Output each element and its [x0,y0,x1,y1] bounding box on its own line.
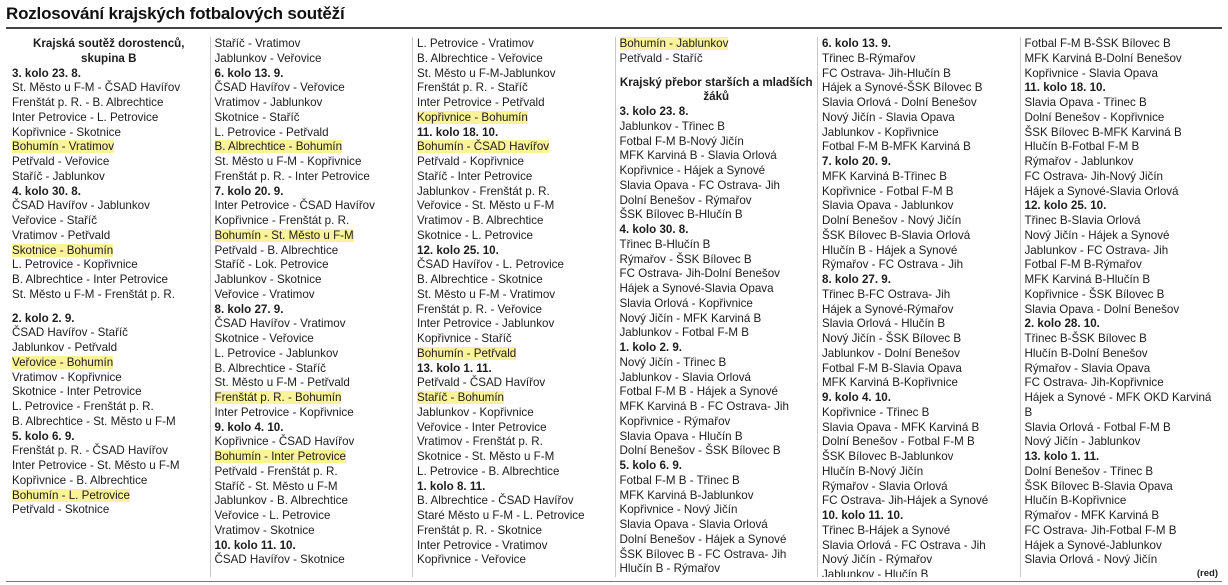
fixture: Vratimov - B. Albrechtice [417,214,544,227]
round-heading: 9. kolo 4. 10. [214,420,284,434]
fixture: Frenštát p. R. - B. Albrechtice [12,96,164,109]
fixture: Kopřivnice - Veřovice [417,553,526,567]
round-heading: 2. kolo 28. 10. [1024,317,1100,331]
fixture: ČSAD Havířov - Vratimov [214,317,346,331]
fixture: Jablunkov - Hlučín B [822,568,929,577]
round-heading: 8. kolo 27. 9. [822,273,891,286]
highlighted-match-text: Staříč - Bohumín [417,391,504,404]
round-heading: 4. kolo 30. 8. [619,223,689,236]
fixture: MFK Karviná B-Hlučín B [1024,273,1151,286]
fixture: B. Albrechtice - Staříč [214,361,326,375]
fixture: Slavia Orlová - FC Ostrava - Jih [822,538,986,552]
round-heading: 10. kolo 11. 10. [822,509,904,522]
schedule-column [210,37,413,577]
highlighted-match-text: B. Albrechtice - Bohumín [214,140,343,154]
fixture: Petřvald - Veřovice [12,155,110,168]
fixture: Kopřivnice - Hájek a Synové [619,164,766,177]
highlighted-match-text: Frenštát p. R. - Bohumín [214,391,342,404]
fixture: Inter Petrovice - Vratimov [417,538,548,552]
fixture: Slavia Opava - MFK Karviná B [822,420,980,434]
highlighted-match-text: Veřovice - Bohumín [12,355,114,369]
fixture-highlighted [12,244,206,259]
fixture: Kopřivnice - Staříč [417,332,512,345]
round-heading: 6. kolo 13. 9. [214,66,284,80]
fixture-highlighted [215,229,409,244]
fixture: Hájek a Synové-Jablunkov [1024,538,1162,552]
schedule-column [615,37,818,577]
fixture: Nový Jičín - Hájek a Synové [1024,228,1170,242]
fixture: Vratimov - Kopřivnice [12,370,122,384]
fixture: ČSAD Havířov - Jablunkov [12,199,150,213]
fixture: Staříč - Lok. Petrovice [214,258,329,272]
fixture: Rýmařov - Slavia Opava [1024,361,1151,375]
fixture: Vratimov - Skotnice [214,523,315,537]
fixture: Inter Petrovice - Kopřivnice [214,405,354,419]
fixture: Rýmařov - MFK Karviná B [1024,509,1160,522]
fixture: Nový Jičín - Třinec B [619,355,727,369]
fixture: Petřvald - ČSAD Havířov [417,376,546,390]
fixture: Slavia Opava - Dolní Benešov [1024,302,1180,316]
fixture-highlighted [417,391,611,406]
fixture: ŠSK Bílovec B-Hlučín B [619,208,743,222]
fixture: B. Albrechtice - Inter Petrovice [12,273,168,286]
fixture: L. Petrovice - Vratimov [417,37,534,50]
author-credit: (red) [1196,568,1218,579]
fixture: ŠSK Bílovec B-Slavia Opava [1024,479,1173,493]
fixture: Jablunkov - Skotnice [214,273,322,286]
fixture: MFK Karviná B-Kopřivnice [822,376,958,390]
fixture: Hájek a Synové-Slavia Opava [619,282,774,295]
round-heading: 7. kolo 20. 9. [822,155,891,168]
fixture: Kopřivnice - Rýmařov [619,414,731,428]
fixture: Kopřivnice - Fotbal F-M B [822,184,954,198]
fixture: FC Ostrava- Jih-Dolní Benešov [619,267,780,281]
fixture: FC Ostrava- Jih-Hájek a Synové [822,494,989,508]
fixture: Veřovice - Vratimov [214,287,315,301]
fixture: Dolní Benešov - Nový Jičín [822,214,962,227]
fixture-highlighted [417,111,611,126]
fixture: Kopřivnice - Frenštát p. R. [214,214,350,227]
round-heading: 5. kolo 6. 9. [619,459,683,472]
fixture-highlighted [215,450,409,465]
fixture: Slavia Opava - FC Ostrava- Jih [619,178,780,192]
fixture: B. Albrechtice - St. Město u F-M [12,414,176,428]
highlighted-match-text: Bohumín - Petřvald [417,346,517,360]
fixture: Frenštát p. R. - Skotnice [417,523,543,537]
fixture: Slavia Orlová - Fotbal F-M B [1024,420,1171,434]
fixture: Rýmařov - Slavia Orlová [822,479,948,493]
fixture: Petřvald - Skotnice [12,503,110,517]
round-heading: 6. kolo 13. 9. [822,37,891,50]
fixture: ŠSK Bílovec B-Jablunkov [822,450,954,463]
fixture: Skotnice - Veřovice [214,332,314,345]
fixture: ŠSK Bílovec B-MFK Karviná B [1024,125,1182,139]
fixture: Slavia Orlová - Kopřivnice [619,296,753,310]
fixture: Petřvald - Frenštát p. R. [214,464,338,478]
highlighted-match-text: Bohumín - Jablunkov [619,37,729,50]
page-title: Rozlosování krajských fotbalových soutěží [6,4,345,23]
round-heading: 3. kolo 23. 8. [12,66,81,80]
fixture: FC Ostrava- Jih-Hlučín B [822,66,951,80]
fixture: Slavia Orlová - Nový Jičín [1024,553,1158,567]
highlighted-match-text: Bohumín - ČSAD Havířov [417,140,550,154]
round-heading: 11. kolo 18. 10. [1024,81,1106,95]
fixture: Veřovice - Staříč [12,214,98,227]
fixture: ČSAD Havířov - Skotnice [214,553,345,567]
spacer [620,67,814,76]
fixture: Inter Petrovice - Petřvald [417,96,545,109]
fixture: Třinec B-ŠSK Bílovec B [1024,332,1147,345]
fixture: Staříč - St. Město u F-M [214,479,338,493]
fixture: Třinec B-FC Ostrava- Jih [822,287,951,301]
fixture: Fotbal F-M B-MFK Karviná B [822,140,971,154]
fixture: Jablunkov - Kopřivnice [417,405,534,419]
fixture: Petřvald - Kopřivnice [417,155,524,168]
round-heading: 8. kolo 27. 9. [214,302,284,316]
fixture: Vratimov - Frenštát p. R. [417,435,543,449]
fixture: Veřovice - Inter Petrovice [417,420,547,434]
fixture: Jablunkov - Fotbal F-M B [619,326,750,340]
schedule-column [817,37,1020,577]
fixture-highlighted [417,140,611,155]
fixture: MFK Karviná B-Dolní Benešov [1024,51,1182,65]
fixture: Slavia Opava - Hlučín B [619,429,743,443]
fixture: FC Ostrava- Jih-Nový Jičín [1024,169,1164,183]
schedule-column [8,37,210,577]
fixture-highlighted [12,489,206,504]
fixture: Inter Petrovice - Jablunkov [417,317,555,331]
fixture: Dolní Benešov - Rýmařov [619,193,752,207]
highlighted-match-text: Skotnice - Bohumín [12,243,114,257]
fixture: MFK Karviná B - FC Ostrava- Jih [619,400,789,413]
fixture: Staříč - Vratimov [214,37,301,50]
fixture: Jablunkov - Frenštát p. R. [417,184,550,198]
fixture: Jablunkov - Slavia Orlová [619,370,751,384]
fixture-highlighted [215,140,409,155]
fixture: Kopřivnice - Třinec B [822,405,930,419]
fixture: Jablunkov - B. Albrechtice [214,494,348,508]
fixture: MFK Karviná B-Jablunkov [619,488,754,502]
fixture: Dolní Benešov - Hájek a Synové [619,532,787,546]
fixture: Skotnice - St. Město u F-M [417,450,555,463]
round-heading: 13. kolo 1. 11. [417,361,492,375]
fixture: Jablunkov - Petřvald [12,341,118,354]
fixture: Veřovice - L. Petrovice [214,509,331,522]
fixture: FC Ostrava- Jih-Fotbal F-M B [1024,523,1177,537]
fixture: Frenštát p. R. - Veřovice [417,302,543,316]
fixture: Fotbal F-M B-Rýmařov [1024,258,1142,272]
fixture: Fotbal F-M B-Slavia Opava [822,361,962,375]
fixture: ČSAD Havířov - Veřovice [214,81,345,95]
round-heading: 5. kolo 6. 9. [12,429,75,443]
fixture: Fotbal F-M B - Třinec B [619,473,740,487]
highlighted-match-text: Kopřivnice - Bohumín [417,110,528,124]
fixture: Kopřivnice - Skotnice [12,125,121,139]
fixture: Inter Petrovice - L. Petrovice [12,110,159,124]
fixture: L. Petrovice - Petřvald [214,125,329,139]
fixture: Vratimov - Jablunkov [214,96,323,109]
schedule-column [1020,37,1223,577]
round-heading: 7. kolo 20. 9. [214,184,284,198]
fixture: Kopřivnice - Nový Jičín [619,503,738,517]
fixture: B. Albrechtice - ČSAD Havířov [417,494,574,508]
fixture: Frenštát p. R. - ČSAD Havířov [12,444,168,458]
fixture: Slavia Opava - Třinec B [1024,96,1147,109]
fixture: Hlučín B-Nový Jičín [822,464,924,478]
fixture: Hájek a Synové - MFK OKD Karviná B [1024,391,1212,419]
fixture: Hájek a Synové-ŠSK Bílovec B [822,81,983,95]
fixture: Nový Jičín - ŠSK Bílovec B [822,332,962,345]
fixture: ČSAD Havířov - Staříč [12,326,128,340]
fixture: St. Město u F-M - Kopřivnice [214,155,362,168]
fixture: Slavia Opava - Slavia Orlová [619,518,768,531]
fixture: Skotnice - Inter Petrovice [12,385,142,399]
fixture: Nový Jičín - Rýmařov [822,553,933,567]
fixture: Hlučín B-Fotbal F-M B [1024,140,1140,154]
fixture: Rýmařov - FC Ostrava - Jih [822,258,964,272]
highlighted-match-text: Bohumín - St. Město u F-M [214,228,354,242]
round-heading: 4. kolo 30. 8. [12,184,81,198]
fixture-highlighted [215,391,409,406]
fixture: Jablunkov - Kopřivnice [822,125,939,139]
fixture: Hájek a Synové-Slavia Orlová [1024,184,1179,198]
fixture: Kopřivnice - ČSAD Havířov [214,435,355,449]
title-divider [6,27,1222,29]
round-heading: 2. kolo 2. 9. [12,311,75,325]
fixture: Jablunkov - FC Ostrava- Jih [1024,243,1169,257]
round-heading: 11. kolo 18. 10. [417,125,499,139]
fixture: Rýmařov - ŠSK Bílovec B [619,252,752,266]
round-heading: 3. kolo 23. 8. [619,105,689,118]
round-heading: 1. kolo 8. 11. [417,479,486,493]
fixture: St. Město u F-M-Jablunkov [417,66,556,80]
fixture: Rýmařov - Jablunkov [1024,155,1134,168]
fixture: Slavia Orlová - Hlučín B [822,317,946,331]
fixture: Hlučín B - Rýmařov [619,562,720,576]
fixture: Třinec B-Hlučín B [619,237,711,251]
fixture: Dolní Benešov - Třinec B [1024,464,1154,478]
highlighted-match-text: Bohumín - Vratimov [12,140,115,154]
fixture: Dolní Benešov - Fotbal F-M B [822,435,975,449]
fixture: Hlučín B-Dolní Benešov [1024,346,1148,360]
fixture: Frenštát p. R. - Inter Petrovice [214,169,370,183]
fixture: Jablunkov - Veřovice [214,51,322,65]
fixture: B. Albrechtice - Skotnice [417,273,543,286]
fixture: B. Albrechtice - Veřovice [417,51,543,65]
fixture: Veřovice - St. Město u F-M [417,199,555,213]
fixture: Třinec B-Rýmařov [822,51,916,65]
fixture: St. Město u F-M - Petřvald [214,376,350,390]
fixture: Inter Petrovice - ČSAD Havířov [214,199,375,213]
fixture: L. Petrovice - Kopřivnice [12,258,138,272]
fixture: FC Ostrava- Jih-Kopřivnice [1024,376,1164,390]
fixture: Inter Petrovice - St. Město u F-M [12,459,180,472]
fixture: Jablunkov - Třinec B [619,119,725,133]
fixture: St. Město u F-M - Frenštát p. R. [12,287,175,301]
fixture: Kopřivnice - ŠSK Bílovec B [1024,287,1165,301]
fixture: ČSAD Havířov - L. Petrovice [417,258,564,272]
fixture: Fotbal F-M B-Nový Jičín [619,134,744,148]
fixture: ŠSK Bílovec B-Slavia Orlová [822,228,971,242]
bottom-divider [6,581,1222,582]
fixture-highlighted [620,37,814,52]
fixture: Slavia Orlová - Dolní Benešov [822,96,977,109]
fixture: Nový Jičín - Jablunkov [1024,435,1141,449]
round-heading: 1. kolo 2. 9. [619,341,683,354]
fixture: Jablunkov - Dolní Benešov [822,346,960,360]
fixture: L. Petrovice - B. Albrechtice [417,464,560,478]
fixture: MFK Karviná B-Třinec B [822,169,947,183]
fixture: Staré Město u F-M - L. Petrovice [417,509,585,522]
highlighted-match-text: Bohumín - L. Petrovice [12,488,130,502]
schedule-columns [8,37,1222,577]
fixture-highlighted [417,347,611,362]
fixture: Vratimov - Petřvald [12,228,111,242]
fixture: Třinec B-Slavia Orlová [1024,214,1141,227]
fixture: ŠSK Bílovec B - FC Ostrava- Jih [619,547,787,561]
fixture: MFK Karviná B - Slavia Orlová [619,149,777,163]
fixture: Petřvald - Staříč [619,51,703,65]
fixture-highlighted [12,356,206,371]
fixture: Hájek a Synové-Rýmařov [822,302,954,316]
fixture: L. Petrovice - Frenštát p. R. [12,400,154,413]
fixture: Nový Jičín - MFK Karviná B [619,311,762,325]
fixture: Frenštát p. R. - Staříč [417,81,528,95]
fixture: St. Město u F-M - ČSAD Havířov [12,81,181,95]
fixture: Dolní Benešov - ŠSK Bílovec B [619,444,781,458]
fixture: Slavia Opava - Jablunkov [822,199,954,213]
round-heading: 12. kolo 25. 10. [1024,199,1107,213]
fixture: L. Petrovice - Jablunkov [214,346,339,360]
competition-heading: Krajský přebor starších a mladších žáků [619,75,813,104]
fixture: St. Město u F-M - Vratimov [417,287,556,301]
highlighted-match-text: Bohumín - Inter Petrovice [214,450,346,463]
fixture: Staříč - Jablunkov [12,169,105,183]
fixture: Petřvald - B. Albrechtice [214,243,339,257]
fixture: Dolní Benešov - Kopřivnice [1024,110,1165,124]
fixture: Hlučín B - Hájek a Synové [822,243,958,257]
fixture: Nový Jičín - Slavia Opava [822,110,955,124]
fixture: Třinec B-Hájek a Synové [822,523,951,537]
fixture: Hlučín B-Kopřivnice [1024,494,1127,508]
competition-heading: Krajská soutěž dorostenců, skupina B [33,37,185,65]
round-heading: 13. kolo 1. 11. [1024,450,1100,463]
fixture: Fotbal F-M B-ŠSK Bílovec B [1024,37,1171,50]
spacer [12,303,206,312]
fixture: Skotnice - L. Petrovice [417,228,533,242]
fixture: Skotnice - Staříč [214,110,300,124]
round-heading: 9. kolo 4. 10. [822,391,891,404]
round-heading: 10. kolo 11. 10. [214,538,296,552]
schedule-column [412,37,615,577]
fixture-highlighted [12,140,206,155]
fixture: Kopřivnice - Slavia Opava [1024,66,1158,80]
round-heading: 12. kolo 25. 10. [417,243,499,257]
fixture: Staříč - Inter Petrovice [417,169,533,183]
fixture: Kopřivnice - B. Albrechtice [12,473,148,487]
fixture: Fotbal F-M B - Hájek a Synové [619,385,779,399]
